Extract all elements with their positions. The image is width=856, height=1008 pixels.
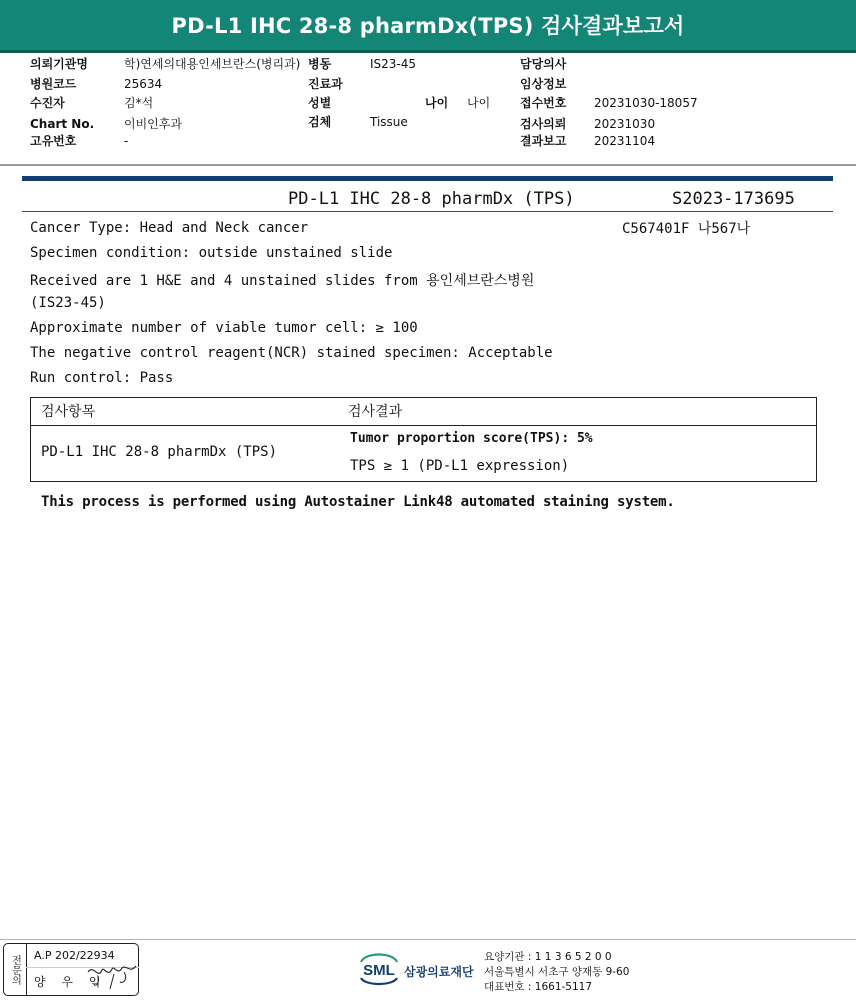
cancer-type-line: Cancer Type: Head and Neck cancer bbox=[30, 220, 309, 236]
ap-number: A.P 202/22934 bbox=[34, 949, 115, 962]
value-age: 나이 bbox=[467, 96, 491, 110]
report-title-underline bbox=[22, 211, 833, 212]
sml-logo-icon bbox=[355, 948, 403, 988]
table-header-result: 검사결과 bbox=[348, 404, 403, 420]
result-table bbox=[30, 397, 817, 482]
table-item-cell: PD-L1 IHC 28-8 pharmDx (TPS) bbox=[41, 444, 278, 460]
label-patient: 수진자 bbox=[30, 96, 65, 110]
label-unique-no: 고유번호 bbox=[30, 134, 77, 148]
value-institution: 학)연세의대용인세브란스(병리과) bbox=[124, 57, 301, 71]
label-age: 나이 bbox=[425, 96, 449, 110]
sml-logo-text: SML bbox=[363, 962, 395, 979]
pathologist-signature-box bbox=[3, 943, 139, 996]
label-hospital-code: 병원코드 bbox=[30, 77, 77, 91]
received-slides-line: Received are 1 H&E and 4 unstained slides from 용인세브란스병원 bbox=[30, 273, 535, 289]
table-header-divider bbox=[31, 425, 816, 426]
lab-registration-no: 요양기관 : 1 1 3 6 5 2 0 0 bbox=[484, 951, 612, 963]
label-doctor: 담당의사 bbox=[520, 57, 567, 71]
value-report-date: 20231104 bbox=[594, 134, 656, 148]
specialist-label bbox=[4, 944, 27, 995]
reference-code: C567401F 나567나 bbox=[622, 221, 751, 237]
report-title-bar bbox=[0, 0, 856, 53]
table-result-tps: Tumor proportion score(TPS): 5% bbox=[350, 431, 593, 446]
tumor-cell-count-line: Approximate number of viable tumor cell: ≥ 100 bbox=[30, 320, 418, 336]
value-chart-no: 이비인후과 bbox=[124, 117, 182, 131]
value-patient: 김*석 bbox=[124, 96, 154, 110]
value-request-date: 20231030 bbox=[594, 117, 656, 131]
table-header-item: 검사항목 bbox=[41, 404, 96, 420]
label-clinical-info: 임상정보 bbox=[520, 77, 567, 91]
label-request-date: 검사의뢰 bbox=[520, 117, 567, 131]
label-ward: 병동 bbox=[308, 57, 332, 71]
header-divider bbox=[0, 164, 856, 166]
lab-address: 서울특별시 서초구 양재동 9-60 bbox=[484, 966, 630, 978]
case-number-line: (IS23-45) bbox=[30, 295, 106, 311]
value-hospital-code: 25634 bbox=[124, 77, 163, 91]
report-top-rule bbox=[22, 176, 833, 181]
report-title: PD-L1 IHC 28-8 pharmDx(TPS) 검사결과보고서 bbox=[171, 14, 685, 38]
label-department: 진료과 bbox=[308, 77, 343, 91]
run-control-line: Run control: Pass bbox=[30, 370, 174, 386]
value-specimen: Tissue bbox=[370, 115, 408, 129]
label-report-date: 결과보고 bbox=[520, 134, 567, 148]
label-sex: 성별 bbox=[308, 96, 332, 110]
label-receipt-no: 접수번호 bbox=[520, 96, 567, 110]
label-specimen: 검체 bbox=[308, 115, 332, 129]
report-number: S2023-173695 bbox=[672, 189, 795, 209]
lab-phone: 대표번호 : 1661-5117 bbox=[484, 981, 593, 993]
specialist-label-text: 전문의 bbox=[9, 954, 21, 985]
lab-contact-info bbox=[484, 950, 629, 995]
specimen-condition-line: Specimen condition: outside unstained slide bbox=[30, 245, 393, 261]
value-ward: IS23-45 bbox=[370, 57, 417, 71]
table-result-expression: TPS ≥ 1 (PD-L1 expression) bbox=[350, 458, 570, 474]
footer-divider bbox=[0, 939, 856, 940]
staining-system-note: This process is performed using Autostainer Link48 automated staining system. bbox=[41, 494, 675, 510]
label-chart-no: Chart No. bbox=[30, 117, 95, 131]
negative-control-line: The negative control reagent(NCR) stained specimen: Acceptable bbox=[30, 345, 553, 361]
pathologist-name: 양 우 익 bbox=[34, 975, 107, 989]
value-unique-no: - bbox=[124, 134, 129, 148]
handwritten-signature bbox=[84, 960, 140, 990]
value-receipt-no: 20231030-18057 bbox=[594, 96, 698, 110]
label-institution: 의뢰기관명 bbox=[30, 57, 88, 71]
lab-name: 삼광의료재단 bbox=[404, 965, 474, 979]
report-test-name: PD-L1 IHC 28-8 pharmDx (TPS) bbox=[288, 189, 575, 209]
